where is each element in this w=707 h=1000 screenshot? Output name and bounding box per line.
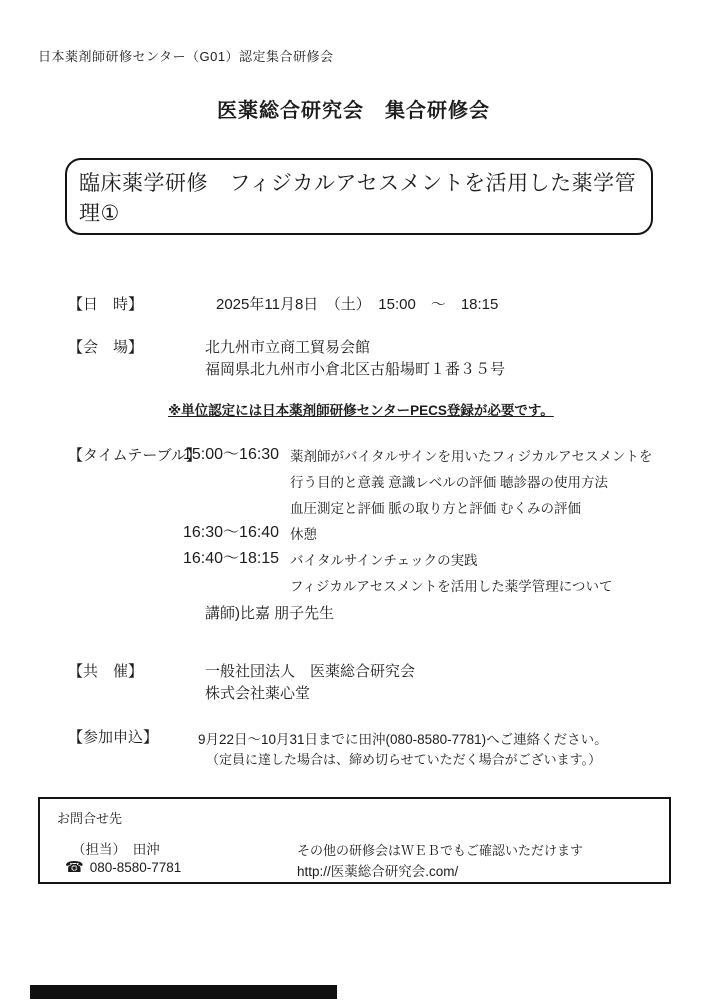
contact-phone-number: 080-8580-7781: [89, 860, 182, 875]
contact-phone-row: [65, 858, 181, 876]
cohost-label: 【共 催】: [68, 663, 144, 680]
contact-box-title: お問合せ先: [57, 811, 123, 826]
timetable: [183, 443, 652, 599]
session-time-spacer: [183, 573, 290, 599]
cohost-organization: 株式会社薬心堂: [205, 685, 311, 702]
venue-label: 【会 場】: [68, 339, 144, 356]
session-time: 15:00～16:30: [183, 446, 280, 463]
phone-icon: ☎: [65, 859, 84, 876]
datetime-label: 【日 時】: [68, 296, 144, 313]
timetable-label: 【タイムテーブル】: [68, 447, 202, 464]
page-title: 医薬総合研究会 集合研修会: [217, 100, 490, 122]
session-description: 休憩: [290, 527, 317, 542]
session-description: フィジカルアセスメントを活用した薬学管理について: [290, 579, 613, 594]
session-time: 16:40～18:15: [183, 550, 280, 567]
certification-note: 日本薬剤師研修センター（G01）認定集合研修会: [38, 49, 334, 64]
application-capacity-note: （定員に達した場合は、締め切らせていただく場合がございます。）: [206, 752, 602, 767]
seminar-title: 臨床薬学研修 フィジカルアセスメントを活用した薬学管理①: [79, 171, 637, 225]
lecturer-name: 講師)比嘉 朋子先生: [205, 605, 335, 622]
application-label: 【参加申込】: [68, 729, 159, 746]
web-confirmation-note: その他の研修会はＷＥＢでもご確認いただけます: [297, 843, 584, 858]
next-page-edge: [30, 985, 337, 999]
pecs-registration-note: ※単位認定には日本薬剤師研修センターPECS登録が必要です。: [168, 403, 554, 418]
venue-address: 福岡県北九州市小倉北区古船場町１番３５号: [205, 361, 506, 378]
cohost-organization: 一般社団法人 医薬総合研究会: [205, 663, 416, 680]
contact-person: （担当） 田沖: [72, 842, 160, 857]
application-instructions: 9月22日～10月31日までに田沖(080-8580-7781)へご連絡ください。: [198, 732, 608, 747]
session-description: バイタルサインチェックの実践: [290, 553, 478, 568]
session-time-spacer: [183, 469, 290, 495]
session-description: 血圧測定と評価 脈の取り方と評価 むくみの評価: [290, 501, 582, 516]
contact-info-box: [38, 797, 671, 884]
website-url: http://医薬総合研究会.com/: [297, 864, 459, 879]
datetime-value: 2025年11月8日 （土） 15:00 ～ 18:15: [216, 296, 499, 313]
venue-name: 北九州市立商工貿易会館: [205, 339, 371, 356]
session-time-spacer: [183, 495, 290, 521]
session-description: 行う目的と意義 意識レベルの評価 聴診器の使用方法: [290, 475, 609, 490]
session-time: 16:30～16:40: [183, 524, 280, 541]
session-description: 薬剤師がバイタルサインを用いたフィジカルアセスメントを: [290, 449, 653, 464]
seminar-title-box: [65, 158, 653, 235]
